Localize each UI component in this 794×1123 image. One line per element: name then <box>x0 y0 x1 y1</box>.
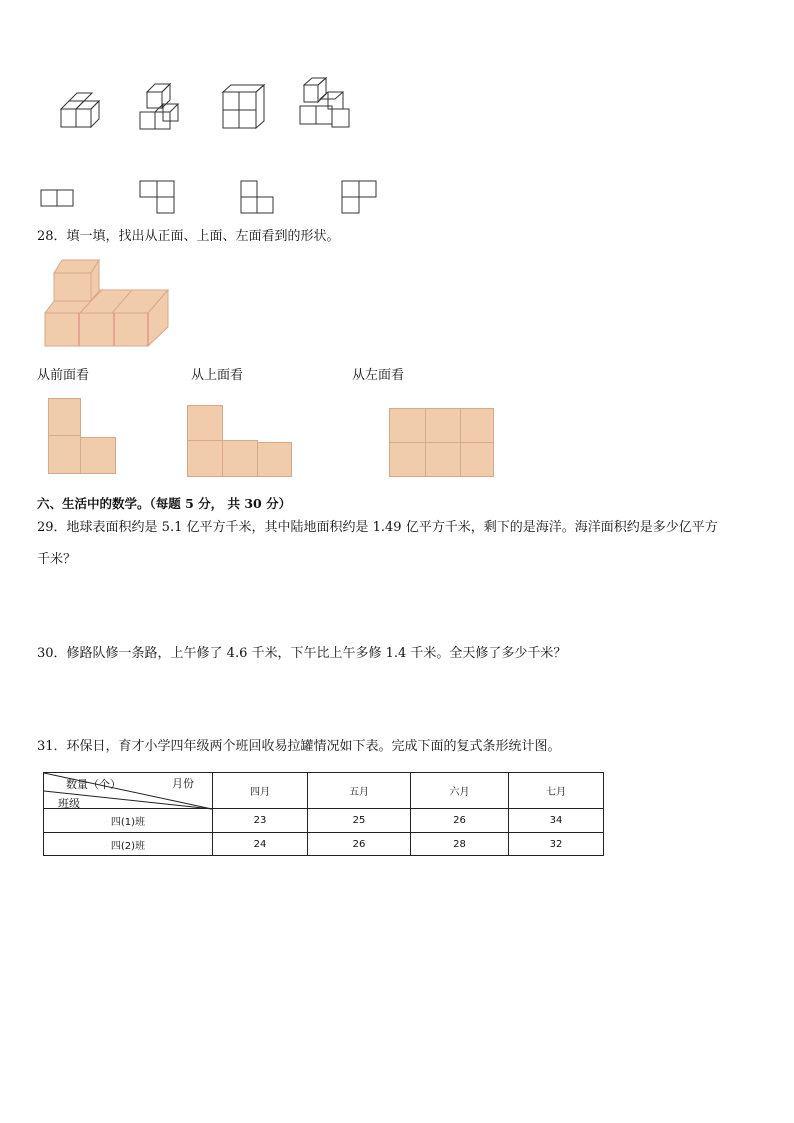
cube-figure-1 <box>55 92 105 132</box>
front-view-label: 从前面看 <box>37 368 90 383</box>
row-label: 四(1)班 <box>44 809 213 833</box>
top-view-label: 从上面看 <box>191 368 244 383</box>
view-outline-2 <box>139 180 179 216</box>
table-corner-cell <box>44 773 213 809</box>
question-29-line2: 千米？ <box>37 552 77 567</box>
table-cell: 28 <box>411 833 509 856</box>
table-row <box>44 809 604 833</box>
section-6-title: 六、生活中的数学。（每题 5 分， 共 30 分） <box>37 496 292 511</box>
corner-class-label: 班级 <box>58 797 80 810</box>
table-cell: 32 <box>509 833 604 856</box>
question-30: 30．修路队修一条路，上午修了 4.6 千米，下午比上午多修 1.4 千米。全天修了多少千米？ <box>37 646 567 661</box>
table-cell: 26 <box>411 809 509 833</box>
top-view-shape <box>187 405 297 481</box>
question-29-line1: 29．地球表面积约是 5.1 亿平方千米，其中陆地面积约是 1.49 亿平方千米，剩下的是海洋。海洋面积约是多少亿平方 <box>37 520 718 535</box>
front-view-shape <box>48 398 120 478</box>
question-28: 28．填一填，找出从正面、上面、左面看到的形状。 <box>37 229 340 244</box>
corner-month-label: 月份 <box>172 777 194 790</box>
table-cell: 24 <box>213 833 308 856</box>
table-cell: 26 <box>308 833 411 856</box>
table-cell: 25 <box>308 809 411 833</box>
view-outline-1 <box>40 189 80 209</box>
question-31: 31．环保日，育才小学四年级两个班回收易拉罐情况如下表。完成下面的复式条形统计图。 <box>37 739 561 754</box>
left-view-shape <box>389 408 499 480</box>
table-row <box>44 833 604 856</box>
table-cell: 23 <box>213 809 308 833</box>
recycling-table <box>43 772 604 856</box>
solid-cube-figure <box>42 257 172 349</box>
corner-quantity-label: 数量（个） <box>66 778 121 791</box>
row-label: 四(2)班 <box>44 833 213 856</box>
table-cell: 34 <box>509 809 604 833</box>
cube-figure-3 <box>220 84 270 130</box>
view-outline-4 <box>341 180 381 216</box>
cube-figure-2 <box>135 82 190 134</box>
view-outline-3 <box>240 180 280 216</box>
cube-figure-4 <box>298 77 358 133</box>
col-header-june: 六月 <box>411 773 509 809</box>
col-header-july: 七月 <box>509 773 604 809</box>
left-view-label: 从左面看 <box>352 368 405 383</box>
col-header-april: 四月 <box>213 773 308 809</box>
col-header-may: 五月 <box>308 773 411 809</box>
